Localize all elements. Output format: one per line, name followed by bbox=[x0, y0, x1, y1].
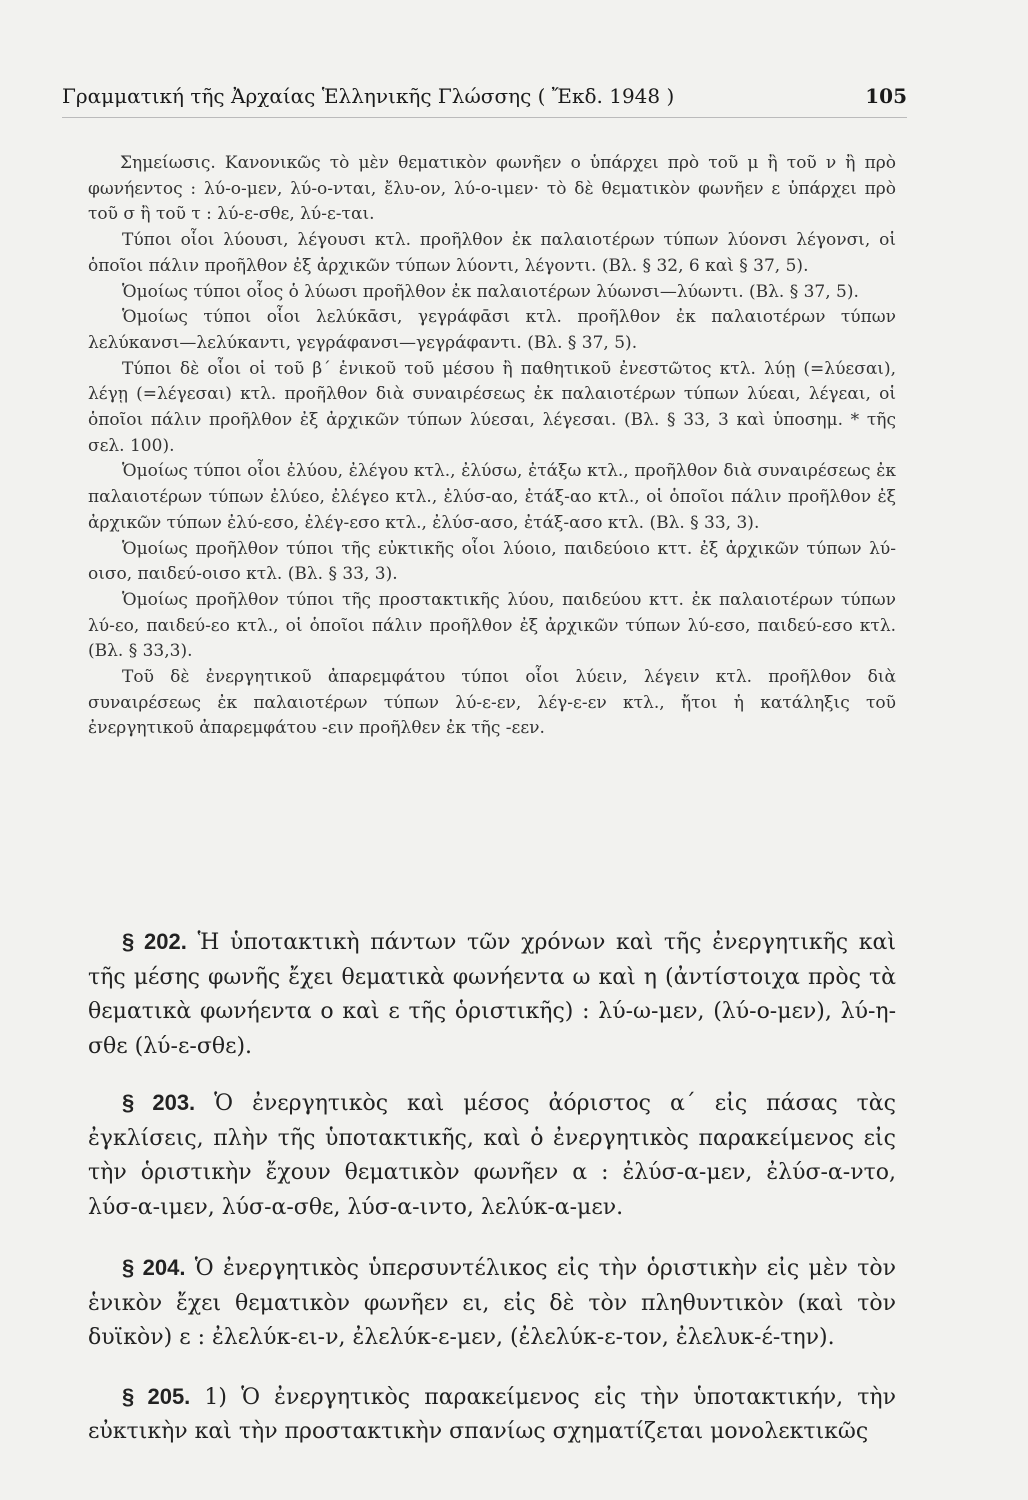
section-mark: § 205. bbox=[122, 1383, 191, 1409]
note-paragraph: Τοῦ δὲ ἐνεργητικοῦ ἀπαρεμφάτου τύποι οἷοι λύειν, λέγειν κτλ. προῆλθον διὰ συναιρέσεως ἐκ παλαιοτέρων τύπων λύ-ε-εν, λέγ-ε-εν κτλ., ἤτοι ἡ κατάληξις τοῦ ἐνεργητικοῦ ἀπαρεμφάτου -ειν προῆλθεν ἐκ τῆς -εεν. bbox=[88, 667, 896, 739]
section-text: 1) Ὁ ἐνεργητικὸς παρακείμενος εἰς τὴν ὑποτακτικήν, τὴν εὐκτικὴν καὶ τὴν προστακτικὴν σπανίως σχηματίζεται μονολεκτικῶς bbox=[88, 1384, 896, 1444]
section-text: Ὁ ἐνεργητικὸς ὑπερσυντέλικος εἰς τὴν ὁριστικὴν εἰς μὲν τὸν ἑνικὸν ἔχει θεματικὸν φωνῆεν ει, εἰς δὲ τὸν πληθυντικὸν (καὶ τὸν δυϊκὸν) ε : ἐλελύκ-ει-ν, ἐλελύκ-ε-μεν, (ἐλελύκ-ε-τον, ἐλελυκ-έ-την). bbox=[88, 1256, 897, 1350]
section-text: Ὁ ἐνεργητικὸς καὶ μέσος ἀόριστος α΄ εἰς πάσας τὰς ἐγκλίσεις, πλὴν τῆς ὑποτακτικῆς, καὶ ὁ ἐνεργητικὸς παρακείμενος εἰς τὴν ὁριστικὴν ἔχουν θεματικὸν φωνῆεν α : ἐλύσ-α-μεν, ἐλύσ-α-ντο, λύσ-α-ιμεν, λύσ-α-σθε, λύσ-α-ιντο, λελύκ-α-μεν. bbox=[88, 1091, 896, 1220]
section-text: Ἡ ὑποτακτικὴ πάντων τῶν χρόνων καὶ τῆς ἐνεργητικῆς καὶ τῆς μέσης φωνῆς ἔχει θεματικὰ φωνήεντα ω καὶ η (ἀντίστοιχα πρὸς τὰ θεματικὰ φωνήεντα ο καὶ ε τῆς ὁριστικῆς) : λύ-ω-μεν, (λύ-ο-μεν), λύ-η-σθε (λύ-ε-σθε). bbox=[88, 930, 896, 1059]
section-mark: § 204. bbox=[122, 1255, 186, 1280]
section-202 bbox=[88, 925, 896, 1064]
header-title: Γραμματική τῆς Ἀρχαίας Ἑλληνικῆς Γλώσσης ( Ἔκδ. 1948 ) bbox=[62, 84, 675, 108]
section-203 bbox=[88, 1086, 896, 1225]
note-paragraph: Σημείωσις. Κανονικῶς τὸ μὲν θεματικὸν φωνῆεν ο ὑπάρχει πρὸ τοῦ μ ἢ τοῦ ν ἢ πρὸ φωνήεντος : λύ-ο-μεν, λύ-ο-νται, ἔλυ-ον, λύ-ο-ιμεν· τὸ δὲ θεματικὸν φωνῆεν ε ὑπάρχει πρὸ τοῦ σ ἢ τοῦ τ : λύ-ε-σθε, λύ-ε-ται. bbox=[88, 153, 896, 225]
section-205 bbox=[88, 1380, 896, 1450]
note-paragraph: Τύποι οἷοι λύουσι, λέγουσι κτλ. προῆλθον ἐκ παλαιοτέρων τύπων λύονσι λέγονσι, οἱ ὁποῖοι πάλιν προῆλθον ἐξ ἀρχικῶν τύπων λύοντι, λέγοντι. (Βλ. § 32, 6 καὶ § 37, 5). bbox=[88, 230, 896, 276]
note-paragraph: Τύποι δὲ οἷοι οἱ τοῦ β΄ ἑνικοῦ τοῦ μέσου ἢ παθητικοῦ ἐνεστῶτος κτλ. λύῃ (=λύεσαι), λέγῃ (=λέγεσαι) κτλ. προῆλθον διὰ συναιρέσεως ἐκ παλαιοτέρων τύπων λύεαι, λέγεαι, οἱ ὁποῖοι πάλιν προῆλθον ἐξ ἀρχικῶν τύπων λύεσαι, λέγεσαι. (Βλ. § 33, 3 καὶ ὑποσημ. * τῆς σελ. 100). bbox=[88, 358, 896, 456]
section-204 bbox=[88, 1251, 896, 1356]
section-mark: § 203. bbox=[122, 1090, 196, 1115]
note-paragraph: Ὁμοίως προῆλθον τύποι τῆς εὐκτικῆς οἷοι λύοιο, παιδεύοιο κττ. ἐξ ἀρχικῶν τύπων λύ-οισο, παιδεύ-οισο κτλ. (Βλ. § 33, 3). bbox=[88, 538, 896, 585]
section-mark: § 202. bbox=[122, 929, 187, 954]
note-block bbox=[88, 151, 896, 742]
header-rule bbox=[62, 117, 907, 118]
page-number: 105 bbox=[865, 84, 907, 108]
note-paragraph: Ὁμοίως προῆλθον τύποι τῆς προστακτικῆς λύου, παιδεύου κττ. ἐκ παλαιοτέρων τύπων λύ-εο, παιδεύ-εο κτλ., οἱ ὁποῖοι πάλιν προῆλθον ἐξ ἀρχικῶν τύπων λύ-εσο, παιδεύ-εσο κτλ. (Βλ. § 33,3). bbox=[88, 589, 896, 662]
note-paragraph: Ὁμοίως τύποι οἷος ὁ λύωσι προῆλθον ἐκ παλαιοτέρων λύωνσι—λύωντι. (Βλ. § 37, 5). bbox=[122, 281, 859, 302]
note-paragraph: Ὁμοίως τύποι οἷοι ἐλύου, ἐλέγου κτλ., ἐλύσω, ἐτάξω κτλ., προῆλθον διὰ συναιρέσεως ἐκ παλαιοτέρων τύπων ἐλύεο, ἐλέγεο κτλ., ἐλύσ-αο, ἐτάξ-αο κτλ., οἱ ὁποῖοι πάλιν προῆλθον ἐξ ἀρχικῶν τύπων ἐλύ-εσο, ἐλέγ-εσο κτλ., ἐλύσ-ασο, ἐτάξ-ασο κτλ. (Βλ. § 33, 3). bbox=[88, 461, 896, 533]
running-header bbox=[62, 84, 907, 108]
note-paragraph: Ὁμοίως τύποι οἷοι λελύκᾱσι, γεγράφᾱσι κτλ. προῆλθον ἐκ παλαιοτέρων τύπων λελύκανσι—λελύκαντι, γεγράφανσι—γεγράφαντι. (Βλ. § 37, 5). bbox=[88, 307, 896, 353]
main-text bbox=[88, 925, 896, 1450]
